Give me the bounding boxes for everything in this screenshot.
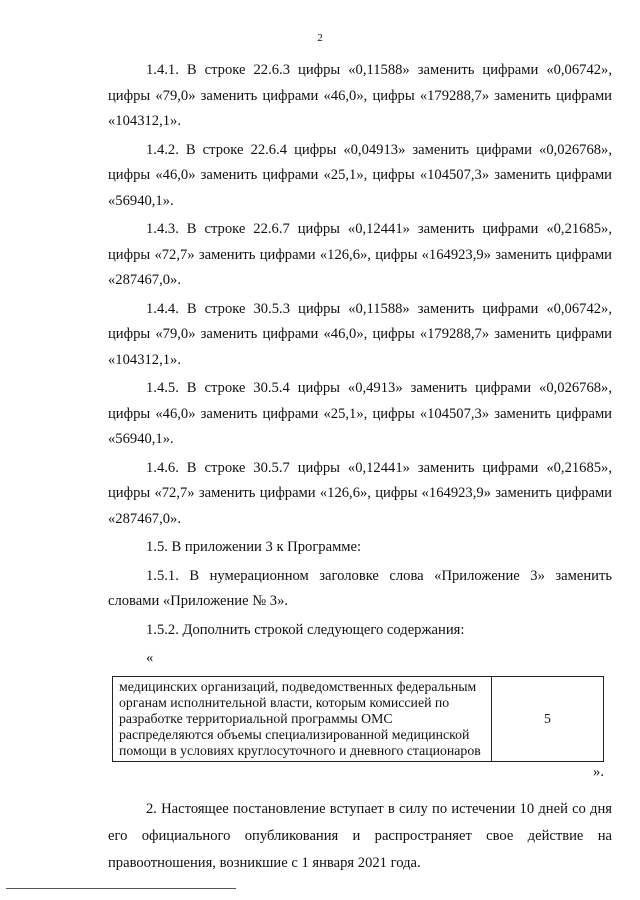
inserted-row-table	[112, 676, 604, 762]
paragraph-1-4-6: 1.4.6. В строке 30.5.7 цифры «0,12441» заменить цифрами «0,21685», цифры «72,7» заменить цифрами «126,6», цифры «164923,9» заменить цифрами «287467,0».	[108, 459, 612, 527]
page-number: 2	[317, 32, 323, 44]
paragraph-1-4-3: 1.4.3. В строке 22.6.7 цифры «0,12441» заменить цифрами «0,21685», цифры «72,7» заменить цифрами «126,6», цифры «164923,9» заменить цифрами «287467,0».	[108, 221, 612, 288]
paragraph-1-5-2: 1.5.2. Дополнить строкой следующего содержания:	[146, 621, 465, 638]
paragraph-2: 2. Настоящее постановление вступает в силу по истечении 10 дней со дня его официального опубликования и распространяет свое действие на правоотношения, возникшие с 1 января 2021 года.	[108, 800, 612, 871]
quote-open-mark: «	[146, 650, 154, 666]
quote-close-mark: ».	[593, 763, 604, 780]
paragraph-1-4-4: 1.4.4. В строке 30.5.3 цифры «0,11588» заменить цифрами «0,06742», цифры «79,0» заменить цифрами «46,0», цифры «179288,7» заменить цифрами «104312,1».	[108, 300, 612, 368]
paragraph-1-4-2: 1.4.2. В строке 22.6.4 цифры «0,04913» заменить цифрами «0,026768», цифры «46,0» заменить цифрами «25,1», цифры «104507,3» заменить цифрами «56940,1».	[108, 141, 612, 209]
footer-divider	[6, 888, 236, 889]
table-cell-description: медицинских организаций, подведомственных федеральным органам исполнительной власти, которым комиссией по разработке территориальной программы ОМС распределяются объемы специализированной медицинской помощи в условиях круглосуточного и дневного стационаров	[113, 676, 492, 761]
paragraph-1-5: 1.5. В приложении 3 к Программе:	[146, 539, 362, 555]
document-body	[108, 58, 612, 877]
paragraph-1-4-1: 1.4.1. В строке 22.6.3 цифры «0,11588» заменить цифрами «0,06742», цифры «79,0» заменить цифрами «46,0», цифры «179288,7» заменить цифрами «104312,1».	[108, 62, 612, 129]
paragraph-1-5-1: 1.5.1. В нумерационном заголовке слова «Приложение 3» заменить словами «Приложение № 3».	[108, 567, 612, 609]
table-row	[113, 676, 604, 761]
paragraph-1-4-5: 1.4.5. В строке 30.5.4 цифры «0,4913» заменить цифрами «0,026768», цифры «46,0» заменить цифрами «25,1», цифры «104507,3» заменить цифрами «56940,1».	[108, 380, 612, 447]
table-cell-value: 5	[492, 676, 604, 761]
